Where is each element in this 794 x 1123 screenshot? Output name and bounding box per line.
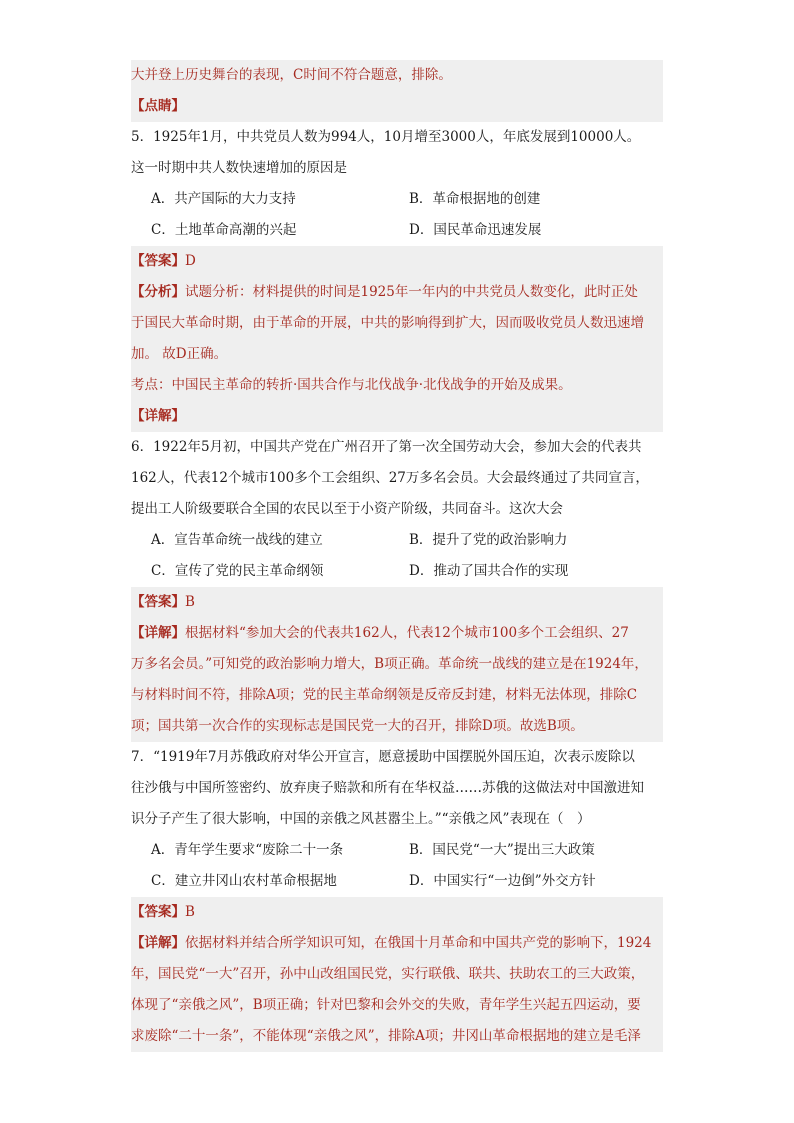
q7-detail-line-4: 求废除“二十一条”，不能体现“亲俄之风”，排除A项；井冈山革命根据地的建立是毛泽 (131, 1021, 663, 1052)
q6-stem-line-2: 162人，代表12个城市100多个工会组织、27万多名会员。大会最终通过了共同宣言， (131, 470, 649, 486)
q6-detail-text-1: 根据材料“参加大会的代表共162人，代表12个城市100多个工会组织、27 (185, 625, 629, 641)
q5-option-a: A．共产国际的大力支持 (151, 191, 296, 207)
q7-stem-line-3: 识分子产生了很大影响，中国的亲俄之风甚嚣尘上。”“亲俄之风”表现在（ ） (131, 811, 591, 827)
intro-line: 大并登上历史舞台的表现，C时间不符合题意，排除。 (131, 60, 663, 91)
q5-options-row-2 (131, 215, 663, 246)
q7-detail-line-1 (131, 928, 663, 959)
q7-option-d: D．中国实行“一边倒”外交方针 (409, 873, 596, 889)
q7-answer (131, 897, 663, 928)
q6-detail-line-3: 与材料时间不符，排除A项；党的民主革命纲领是反帝反封建，材料无法体现，排除C (131, 680, 663, 711)
q5-stem-line-2: 这一时期中共人数快速增加的原因是 (131, 160, 347, 176)
q7-detail-line-2: 年，国民党“一大”召开，孙中山改组国民党，实行联俄、联共、扶助农工的三大政策， (131, 959, 663, 990)
q7-stem-line-2: 往沙俄与中国所签密约、放弃庚子赔款和所有在华权益……苏俄的这做法对中国激进知 (131, 780, 644, 796)
q5-stem-line-1: 5．1925年1月，中共党员人数为994人，10月增至3000人，年底发展到10000人。 (131, 129, 641, 145)
q6-options-row-1 (131, 525, 663, 556)
q6-detail-line-2: 万多名会员。”可知党的政治影响力增大，B项正确。革命统一战线的建立是在1924年， (131, 649, 663, 680)
q5-analysis-text-1: 试题分析：材料提供的时间是1925年一年内的中共党员人数变化，此时正处 (185, 284, 638, 300)
q5-option-c: C．土地革命高潮的兴起 (151, 222, 297, 238)
q6-answer (131, 587, 663, 618)
dianjing-heading (131, 91, 663, 122)
q7-options-row-2 (131, 866, 663, 897)
q5-option-b: B．革命根据地的创建 (409, 191, 541, 207)
q7-detail-text-1: 依据材料并结合所学知识可知，在俄国十月革命和中国共产党的影响下，1924 (185, 935, 652, 951)
q7-options-row-1 (131, 835, 663, 866)
q5-answer-label: 【答案】 (131, 253, 185, 269)
dianjing-label: 【点睛】 (131, 98, 185, 114)
q7-option-c: C．建立井冈山农村革命根据地 (151, 873, 337, 889)
q5-kaodian: 考点：中国民主革命的转折·国共合作与北伐战争·北伐战争的开始及成果。 (131, 370, 663, 401)
q7-answer-value: B (185, 904, 195, 920)
q5-analysis-line-3: 加。 故D正确。 (131, 339, 663, 370)
q6-option-d: D．推动了国共合作的实现 (409, 563, 569, 579)
q6-answer-value: B (185, 594, 195, 610)
q5-analysis-line-2: 于国民大革命时期，由于革命的开展，中共的影响得到扩大，因而吸收党员人数迅速增 (131, 308, 663, 339)
q5-detail-heading (131, 401, 663, 432)
q6-option-a: A．宣告革命统一战线的建立 (151, 532, 323, 548)
q6-detail-line-4: 项；国共第一次合作的实现标志是国民党一大的召开，排除D项。故选B项。 (131, 711, 663, 742)
q5-options-row-1 (131, 184, 663, 215)
q7-option-a: A．青年学生要求“废除二十一条 (151, 842, 344, 858)
q6-stem-line-1: 6．1922年5月初，中国共产党在广州召开了第一次全国劳动大会，参加大会的代表共 (131, 439, 642, 455)
q7-detail-label: 【详解】 (131, 935, 185, 951)
q7-answer-label: 【答案】 (131, 904, 185, 920)
q5-option-d: D．国民革命迅速发展 (409, 222, 542, 238)
q5-detail-label: 【详解】 (131, 408, 185, 424)
q6-stem-line-3: 提出工人阶级要联合全国的农民以至于小资产阶级，共同奋斗。这次大会 (131, 501, 563, 517)
q5-analysis-line-1 (131, 277, 663, 308)
q7-option-b: B．国民党“一大”提出三大政策 (409, 842, 595, 858)
q7-detail-line-3: 体现了“亲俄之风”，B项正确；针对巴黎和会外交的失败，青年学生兴起五四运动，要 (131, 990, 663, 1021)
q7-stem-line-1: 7．“1919年7月苏俄政府对华公开宣言，愿意援助中国摆脱外国压迫，次表示废除以 (131, 749, 635, 765)
q5-answer (131, 246, 663, 277)
document-page (131, 60, 663, 1052)
q6-option-c: C．宣传了党的民主革命纲领 (151, 563, 324, 579)
q6-detail-line-1 (131, 618, 663, 649)
q5-analysis-label: 【分析】 (131, 284, 185, 300)
q6-detail-label: 【详解】 (131, 625, 185, 641)
q5-answer-value: D (185, 253, 196, 269)
q6-options-row-2 (131, 556, 663, 587)
q6-answer-label: 【答案】 (131, 594, 185, 610)
q6-option-b: B．提升了党的政治影响力 (409, 532, 568, 548)
